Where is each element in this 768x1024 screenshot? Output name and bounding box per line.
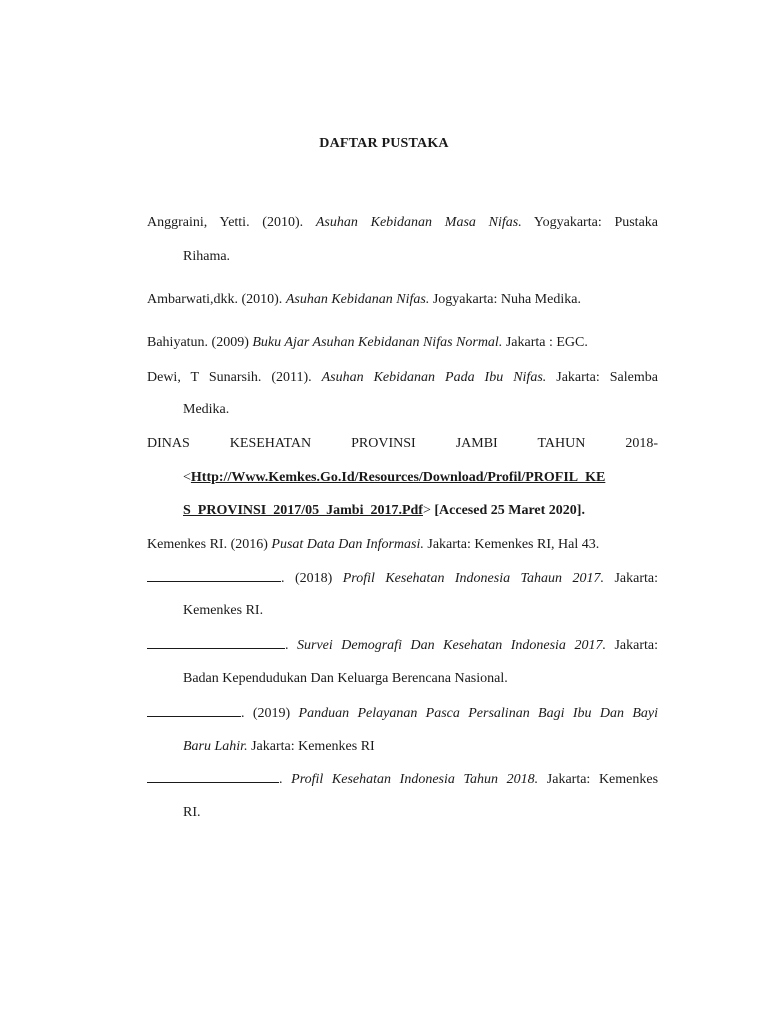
reference-entry: . (2018) Profil Kesehatan Indonesia Tahaun 2017. Jakarta: — [147, 569, 658, 589]
author-repeat-rule — [147, 704, 241, 717]
reference-continuation: Medika. — [183, 402, 230, 417]
page-title: DAFTAR PUSTAKA — [319, 136, 449, 151]
author-repeat-rule — [147, 770, 279, 783]
reference-continuation: <Http://Www.Kemkes.Go.Id/Resources/Download/Profil/PROFIL_KE — [183, 470, 606, 485]
reference-url-link[interactable]: S_PROVINSI_2017/05_Jambi_2017.Pdf — [183, 503, 423, 518]
reference-entry: Ambarwati,dkk. (2010). Asuhan Kebidanan Nifas. Jogyakarta: Nuha Medika. — [147, 292, 581, 307]
reference-continuation: Badan Kependudukan Dan Keluarga Berencana Nasional. — [183, 671, 508, 686]
reference-continuation: Baru Lahir. Jakarta: Kemenkes RI — [183, 739, 375, 754]
reference-entry: . Survei Demografi Dan Kesehatan Indonesia 2017. Jakarta: — [147, 636, 658, 656]
accessed-date: [Accesed 25 Maret 2020]. — [430, 503, 585, 518]
reference-continuation: RI. — [183, 805, 201, 820]
reference-entry: Bahiyatun. (2009) Buku Ajar Asuhan Kebidanan Nifas Normal. Jakarta : EGC. — [147, 335, 588, 350]
reference-entry: Dewi, T Sunarsih. (2011). Asuhan Kebidanan Pada Ibu Nifas. Jakarta: Salemba — [147, 370, 658, 385]
author-repeat-rule — [147, 636, 285, 649]
reference-continuation: Rihama. — [183, 249, 231, 264]
reference-continuation: Kemenkes RI. — [183, 603, 264, 618]
author-repeat-rule — [147, 569, 281, 582]
reference-entry: . (2019) Panduan Pelayanan Pasca Persalinan Bagi Ibu Dan Bayi — [147, 704, 658, 724]
reference-entry: DINAS KESEHATAN PROVINSI JAMBI TAHUN 2018- — [147, 436, 658, 451]
reference-entry: . Profil Kesehatan Indonesia Tahun 2018. Jakarta: Kemenkes — [147, 770, 658, 790]
reference-entry: Kemenkes RI. (2016) Pusat Data Dan Informasi. Jakarta: Kemenkes RI, Hal 43. — [147, 537, 600, 552]
reference-entry: Anggraini, Yetti. (2010). Asuhan Kebidanan Masa Nifas. Yogyakarta: Pustaka — [147, 215, 658, 230]
reference-url-link[interactable]: Http://Www.Kemkes.Go.Id/Resources/Download/Profil/PROFIL_KE — [190, 470, 606, 485]
reference-continuation: S_PROVINSI_2017/05_Jambi_2017.Pdf> [Accesed 25 Maret 2020]. — [183, 503, 585, 518]
